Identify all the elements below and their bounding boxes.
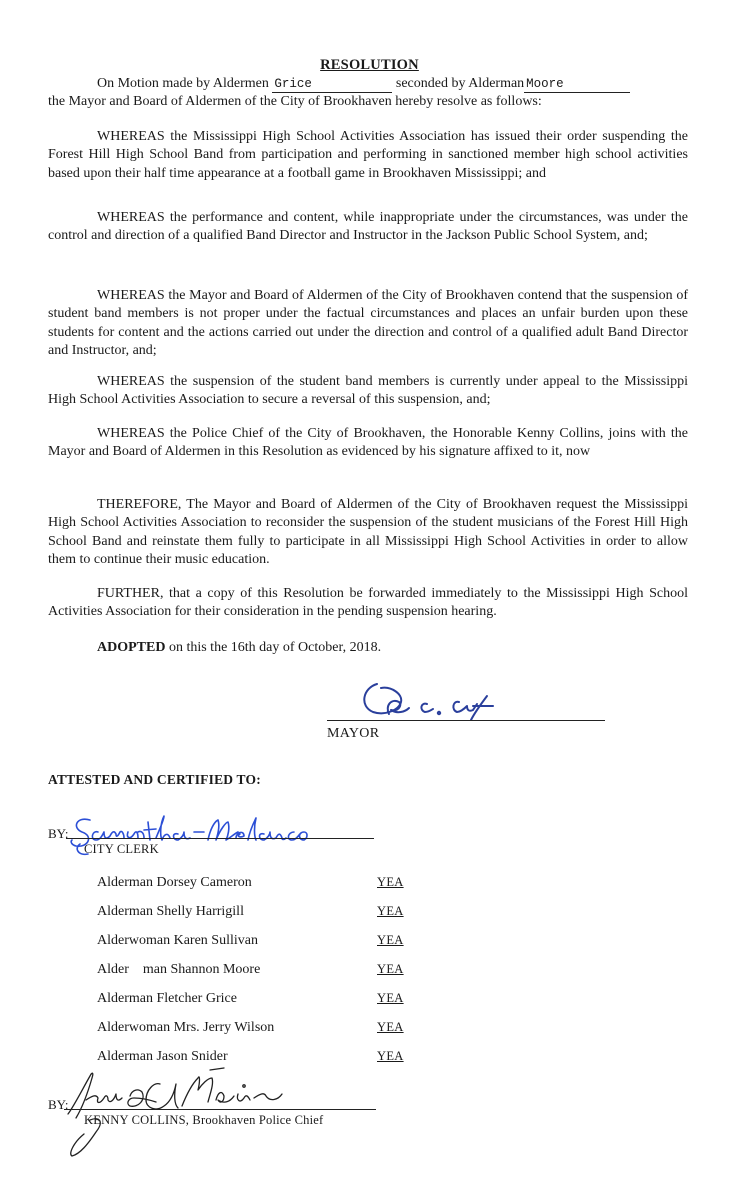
whereas-paragraph-4: WHEREAS the suspension of the student band members is currently under appeal to the Mississippi High School Activities Association to secure a reversal of this suspension, and;	[48, 374, 688, 408]
vote-row	[97, 1020, 417, 1049]
seconder-field: Moore	[524, 77, 630, 93]
vote-value: YEA	[377, 1049, 404, 1063]
mover-field: Grice	[272, 77, 392, 93]
attested-heading: ATTESTED AND CERTIFIED TO:	[48, 772, 261, 787]
adopted-label: ADOPTED	[97, 640, 166, 655]
vote-list	[97, 875, 417, 1078]
resolution-title: RESOLUTION	[320, 57, 419, 73]
alderman-name: Alderman Dorsey Cameron	[97, 875, 252, 890]
vote-value: YEA	[377, 1020, 404, 1034]
alderman-name: Alderman Shelly Harrigill	[97, 904, 244, 919]
alderman-name: Alderwoman Karen Sullivan	[97, 933, 258, 948]
whereas-paragraph-2: WHEREAS the performance and content, while inappropriate under the circumstances, was under the control and direction of a qualified Band Director and Instructor in the Jackson Public School System, and;	[48, 210, 688, 244]
motion-block	[48, 75, 708, 111]
further-paragraph: FURTHER, that a copy of this Resolution be forwarded immediately to the Mississippi High School Activities Association for their consideration in the pending suspension hearing.	[48, 586, 688, 620]
alderman-name: Alder man Shannon Moore	[97, 962, 261, 977]
vote-value: YEA	[377, 933, 404, 947]
seconded-label: seconded by Alderman	[395, 76, 525, 91]
mayor-signature	[355, 676, 505, 726]
vote-row	[97, 962, 417, 991]
police-chief-signature	[60, 1060, 320, 1160]
vote-row	[97, 933, 417, 962]
whereas-paragraph-1: WHEREAS the Mississippi High School Activities Association has issued their order suspending the Forest Hill High School Band from participation and performing in sanctioned member high school activities based upon their half time appearance at a football game in Brookhaven Mississippi; and	[48, 129, 688, 181]
alderman-name: Alderman Jason Snider	[97, 1049, 228, 1064]
chief-by-label: BY:	[48, 1097, 69, 1112]
therefore-paragraph: THEREFORE, The Mayor and Board of Aldermen of the City of Brookhaven request the Mississippi High School Activities Association to reconsider the suspension of the student musicians of the Forest Hill High School Band and reinstate them fully to participate in all Mississippi High School Activities in order to allow them to continue their music education.	[48, 497, 688, 568]
adopted-text: on this the 16th day of October, 2018.	[165, 640, 382, 655]
whereas-paragraph-5: WHEREAS the Police Chief of the City of Brookhaven, the Honorable Kenny Collins, joins with the Mayor and Board of Aldermen in this Resolution as evidenced by his signature affixed to it, now	[48, 426, 688, 460]
alderman-name: Alderwoman Mrs. Jerry Wilson	[97, 1020, 275, 1035]
whereas-paragraph-3: WHEREAS the Mayor and Board of Aldermen of the City of Brookhaven contend that the suspension of student band members is not proper under the factual circumstances and places an unfair burden upon these students for content and the actions carried out under the direction and control of a qualified adult Band Director and Instructor, and;	[48, 288, 688, 359]
motion-prefix: On Motion made by Aldermen	[97, 76, 269, 91]
vote-row	[97, 875, 417, 904]
adopted-line	[48, 639, 688, 657]
chief-signature-line	[64, 1109, 376, 1110]
chief-title: KENNY COLLINS, Brookhaven Police Chief	[84, 1113, 324, 1127]
vote-value: YEA	[377, 875, 404, 889]
alderman-name: Alderman Fletcher Grice	[97, 991, 237, 1006]
vote-row	[97, 904, 417, 933]
clerk-title: CITY CLERK	[84, 842, 159, 856]
mayor-signature-line	[327, 720, 605, 721]
mayor-label: MAYOR	[327, 726, 380, 741]
vote-value: YEA	[377, 962, 404, 976]
vote-row	[97, 991, 417, 1020]
clerk-by-label: BY:	[48, 826, 69, 841]
vote-value: YEA	[377, 904, 404, 918]
clerk-signature-line	[66, 838, 374, 839]
motion-line-2: the Mayor and Board of Aldermen of the City of Brookhaven hereby resolve as follows:	[48, 94, 542, 109]
vote-value: YEA	[377, 991, 404, 1005]
